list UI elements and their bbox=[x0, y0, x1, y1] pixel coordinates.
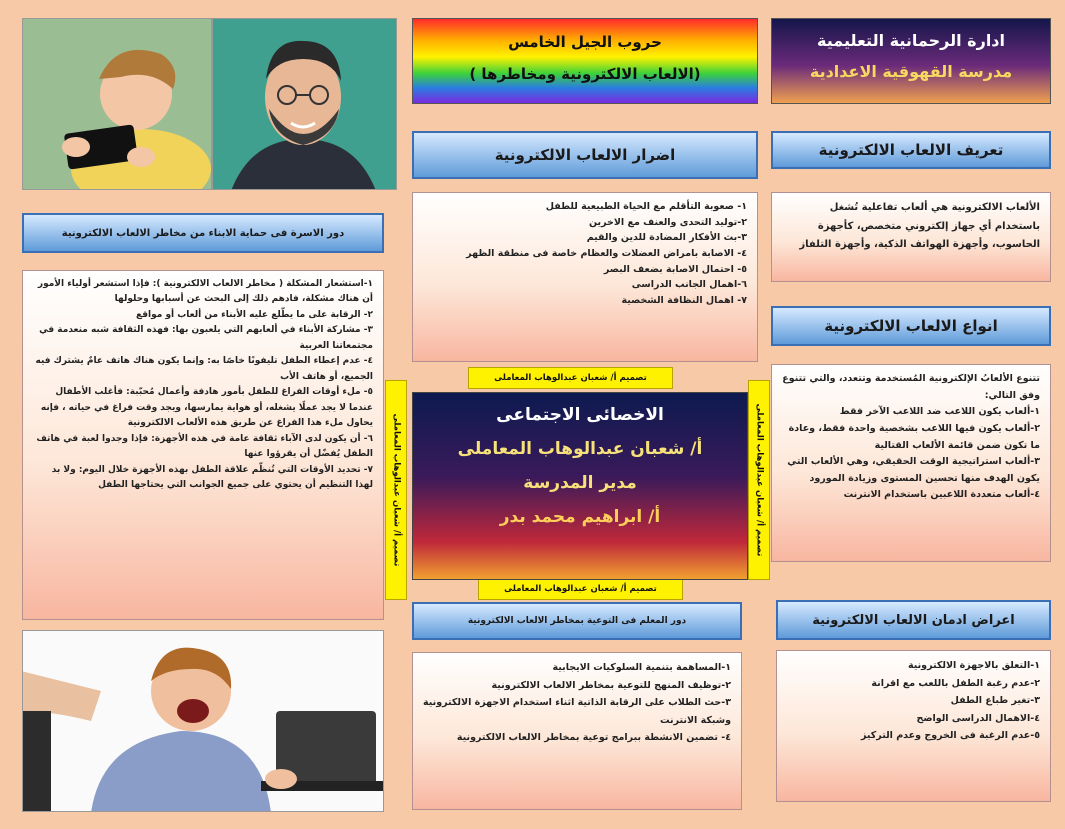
center-line3: مدير المدرسة bbox=[523, 473, 637, 493]
design-tag-bottom: تصميم أ/ شعبان عبدالوهاب المعاملى bbox=[478, 578, 683, 600]
list-item: ١-التعلق بالاجهزة الالكترونية bbox=[907, 660, 1040, 671]
list-item: ٢-ألعاب يكون فيها اللاعب بشخصية واحدة فقط، وعادة ما تكون ضمن قائمة الألعاب القتالية bbox=[788, 422, 1040, 451]
types-header: انواع الالعاب الالكترونية bbox=[771, 306, 1051, 346]
design-tag-top: تصميم أ/ شعبان عبدالوهاب المعاملى bbox=[468, 367, 673, 389]
family-role-card bbox=[22, 270, 384, 620]
title-box bbox=[412, 18, 758, 104]
boy-with-phone-illustration bbox=[22, 19, 211, 190]
man-portrait-illustration bbox=[212, 19, 396, 190]
center-line4: أ/ ابراهيم محمد بدر bbox=[499, 507, 661, 527]
list-item: ٣- مشاركة الأبناء في ألعابهم التي يلعبون بها: فهذه الثقافة شبه منعدمة في مجتمعاتنا العربية bbox=[39, 325, 373, 351]
list-item: ٧- اهمال النظافة الشخصية bbox=[621, 295, 747, 307]
list-item: ٧- تحديد الأوقات التي تُنظّم علاقة الطفل بهذه الأجهزة خلال اليوم: ولا بد لهذا التنظيم أن يحتوي على جميع الجوانب التي يحتاجها الطفل bbox=[51, 464, 373, 491]
photo-man-portrait bbox=[212, 18, 397, 190]
list-item: ٦- أن يكون لدى الآباء ثقافة عامة في هذه الأجهزة: فإذا وجدوا لعبة في هاتف الطفل يُفضّل أن يقرؤوا عنها bbox=[36, 433, 373, 460]
list-item: ١- صعوبة التأقلم مع الحياة الطبيعية للطفل bbox=[545, 201, 747, 212]
design-tag-vertical-left-text: تصميم أ/ شعبان عبدالوهاب المعاملى bbox=[390, 413, 401, 567]
list-item: ٤- عدم إعطاء الطفل تليفونًا خاصًا به: وإنما يكون هناك هاتف عامٌ يشترك فيه الجميع، أو هاتف الأب bbox=[35, 356, 373, 382]
list-item: ٤-الاهمال الدراسى الواضح bbox=[916, 712, 1040, 724]
list-item: ٣-ألعاب استراتيجية الوقت الحقيقي، وهي الألعاب التي يكون الهدف منها تحسين المستوى وزيادة المورود bbox=[787, 456, 1040, 484]
family-role-header: دور الاسرة فى حماية الابناء من مخاطر الالعاب الالكترونية bbox=[22, 213, 384, 253]
list-item: ٢-توليد التحدى والعنف مع الاخرين bbox=[588, 216, 747, 228]
list-item: ٤- تضمين الانشطة ببرامج توعية بمخاطر الالعاب الالكترونية bbox=[456, 732, 731, 744]
center-credits bbox=[412, 392, 748, 580]
list-item: ٣-تغير طباع الطفل bbox=[950, 695, 1040, 707]
school-header-line1: ادارة الرحمانية التعليمية bbox=[816, 31, 1005, 50]
list-item: ١-استشعار المشكلة ( مخاطر الالعاب الالكترونية ): فإذا استشعر أولياء الأمور أن هناك مشكلة، فادهم ذلك إلى البحث عن أسبابها وحلولها bbox=[37, 279, 373, 305]
harms-card bbox=[412, 192, 758, 362]
teacher-role-card bbox=[412, 652, 742, 810]
school-header-line2: مدرسة القهوقية الاعدادية bbox=[809, 62, 1013, 81]
list-item: ٣-حث الطلاب على الرقابة الذاتية اثناء استخدام الاجهزة الالكترونية وشبكة الانترنت bbox=[423, 697, 731, 726]
title-line1: حروب الجيل الخامس bbox=[508, 33, 662, 51]
school-header bbox=[771, 18, 1051, 104]
types-intro: تتنوع الألعابُ الإلكترونية المُستخدمة وتتعدد، والتي تتنوع وفق التالي: bbox=[782, 373, 1040, 401]
list-item: ٦-اهمال الجانب الدراسى bbox=[631, 279, 747, 291]
list-item: ٢- الرقابة على ما يطّلع عليه الأبناء من ألعاب أو مواقع bbox=[135, 309, 373, 320]
teacher-role-header: دور المعلم فى التوعية بمخاطر الالعاب الالكترونية bbox=[412, 602, 742, 640]
definition-card bbox=[771, 192, 1051, 282]
types-card bbox=[771, 364, 1051, 562]
definition-text: الألعاب الالكترونية هي ألعاب تفاعلية تُشغل باستخدام أي جهاز إلكتروني متخصص، كأجهزة الحاسوب، وأجهزة الهواتف الذكية، وأجهزة التلفاز bbox=[799, 202, 1040, 250]
design-tag-vertical-left bbox=[385, 380, 407, 600]
boy-at-laptop-illustration bbox=[22, 631, 383, 812]
list-item: ٤- الاصابة بامراض العضلات والعظام خاصة فى منطقة الظهر bbox=[466, 248, 747, 260]
design-tag-vertical-right-text: تصميم أ/ شعبان عبدالوهاب المعاملى bbox=[753, 403, 764, 557]
photo-boy-at-laptop bbox=[22, 630, 384, 812]
list-item: ٥- احتمال الاصابة بضعف البصر bbox=[603, 263, 747, 275]
list-item: ٤-ألعاب متعددة اللاعبين باستخدام الانترنت bbox=[843, 489, 1040, 501]
center-line2: أ/ شعبان عبدالوهاب المعاملى bbox=[457, 439, 703, 459]
title-line2: (الالعاب الالكترونية ومخاطرها ) bbox=[469, 65, 701, 83]
definition-header: تعريف الالعاب الالكترونية bbox=[771, 131, 1051, 169]
list-item: ١-المساهمة بتنمية السلوكيات الايجابية bbox=[552, 662, 731, 673]
list-item: ٥- ملء أوقات الفراغ للطفل بأمور هادفة وأعمال مُحبّبة: فأغلب الأطفال عندما لا يجد عملًا يشغله، أو هواية يمارسها، ويجد وقت فراغ في حياته ، فإنه يحاول ملء هذا الفراغ عن طريق هذه الألعاب الالكترونية bbox=[40, 387, 373, 429]
list-item: ٥-عدم الرغبة فى الخروج وعدم التركيز bbox=[860, 730, 1040, 742]
harms-header: اضرار الالعاب الالكترونية bbox=[412, 131, 758, 179]
photo-boy-with-phone bbox=[22, 18, 212, 190]
design-tag-vertical-right bbox=[748, 380, 770, 580]
list-item: ٣-بث الأفكار المضادة للدين والقيم bbox=[586, 232, 747, 244]
list-item: ١-ألعاب يكون اللاعب ضد اللاعب الآخر فقط bbox=[839, 406, 1040, 418]
list-item: ٢-توظيف المنهج للتوعية بمخاطر الالعاب الالكترونية bbox=[491, 679, 731, 691]
addiction-card bbox=[776, 650, 1051, 802]
addiction-header: اعراض ادمان الالعاب الالكترونية bbox=[776, 600, 1051, 640]
list-item: ٢-عدم رغبة الطفل باللعب مع اقرانة bbox=[871, 677, 1040, 689]
center-line1: الاخصائى الاجتماعى bbox=[496, 405, 664, 425]
